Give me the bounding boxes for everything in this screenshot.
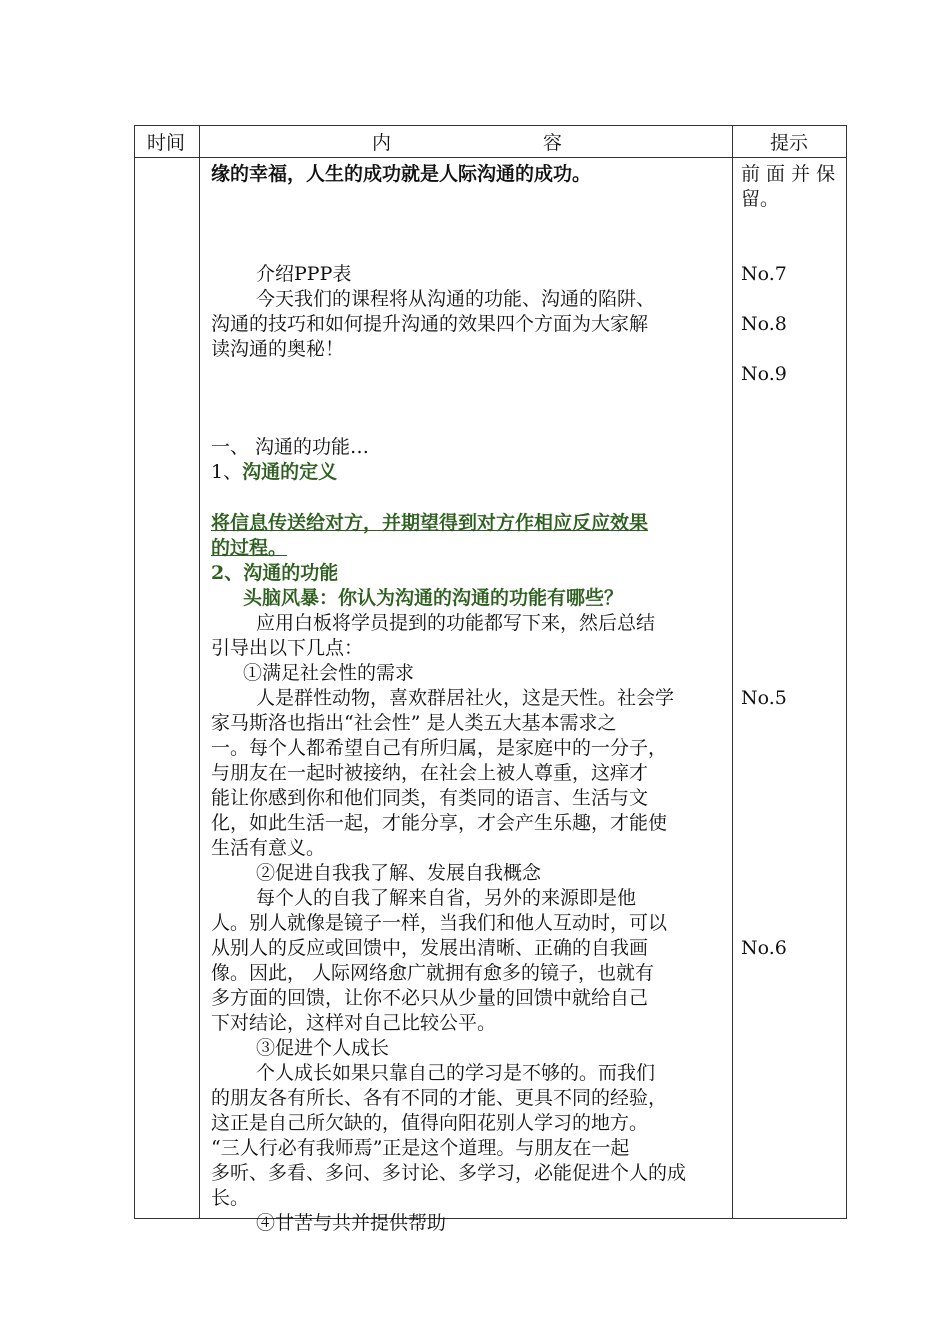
content-line: 引导出以下几点： [211,637,364,659]
content-line: 读沟通的奥秘！ [211,338,345,360]
header-hint: 提示 [770,132,809,154]
content-line: 沟通的技巧和如何提升沟通的效果四个方面为大家解 [211,313,649,335]
content-line: 一。每个人都希望自己有所归属，是家庭中的一分子， [211,737,668,759]
content-line: 多听、多看、多问、多讨论、多学习，必能促进个人的成 [211,1162,687,1184]
hint-note: 前 面 并 保 [741,163,836,185]
content-line: 介绍PPP表 [256,263,352,285]
content-line: 缘的幸福，人生的成功就是人际沟通的成功。 [211,163,592,185]
subheading: 2、沟通的功能 [211,562,339,584]
content-line: “三人行必有我师焉”正是这个道理。与朋友在一起 [211,1137,630,1159]
definition-line: 将信息传送给对方，并期望得到对方作相应反应效果 [211,512,649,534]
content-line: 个人成长如果只靠自己的学习是不够的。而我们 [256,1062,656,1084]
content-line: 每个人的自我了解来自省，另外的来源即是他 [256,887,637,909]
header-content-2: 容 [543,132,563,154]
column-divider-time [199,125,200,1219]
hint-slide-number: No.9 [741,363,787,385]
content-line: 与朋友在一起时被接纳，在社会上被人尊重，这痒才 [211,762,649,784]
point-heading: ②促进自我我了解、发展自我概念 [256,862,542,884]
point-heading: ①满足社会性的需求 [243,662,415,684]
subheading: 1、沟通的定义 [211,461,338,483]
content-line: 这正是自己所欠缺的，值得向阳花别人学习的地方。 [211,1112,649,1134]
content-line: 人是群性动物，喜欢群居社火，这是天性。社会学 [256,687,675,709]
content-line: 今天我们的课程将从沟通的功能、沟通的陷阱、 [256,288,656,310]
hint-slide-number: No.8 [741,313,787,335]
content-line: 化，如此生活一起，才能分享，才会产生乐趣，才能使 [211,812,668,834]
section-heading: 一、 沟通的功能… [211,436,370,458]
content-line: 人。别人就像是镜子一样，当我们和他人互动时，可以 [211,912,668,934]
content-line: 多方面的回馈，让你不必只从少量的回馈中就给自己 [211,987,649,1009]
point-heading: ③促进个人成长 [256,1037,390,1059]
content-line: 的朋友各有所长、各有不同的才能、更具不同的经验， [211,1087,668,1109]
content-line: 能让你感到你和他们同类，有类同的语言、生活与文 [211,787,649,809]
content-line: 生活有意义。 [211,837,326,859]
content-line: 长。 [211,1187,250,1209]
hint-note: 留。 [741,188,780,210]
content-line: 家马斯洛也指出“社会性” 是人类五大基本需求之 [211,712,617,734]
column-divider-hint [732,125,733,1219]
content-line: 应用白板将学员提到的功能都写下来，然后总结 [256,612,656,634]
header-time: 时间 [147,132,186,154]
header-divider [134,157,847,158]
content-line: 从别人的反应或回馈中，发展出清晰、正确的自我画 [211,937,649,959]
brainstorm-line: 头脑风暴：你认为沟通的沟通的功能有哪些？ [243,587,624,609]
hint-slide-number: No.7 [741,263,787,285]
hint-slide-number: No.5 [741,687,787,709]
header-content-1: 内 [372,132,392,154]
definition-line: 的过程。 [211,537,288,559]
point-heading: ④甘苦与共并提供帮助 [256,1212,447,1234]
content-line: 下对结论，这样对自己比较公平。 [211,1012,497,1034]
hint-slide-number: No.6 [741,937,787,959]
content-line: 像。因此， 人际网络愈广就拥有愈多的镜子，也就有 [211,962,655,984]
